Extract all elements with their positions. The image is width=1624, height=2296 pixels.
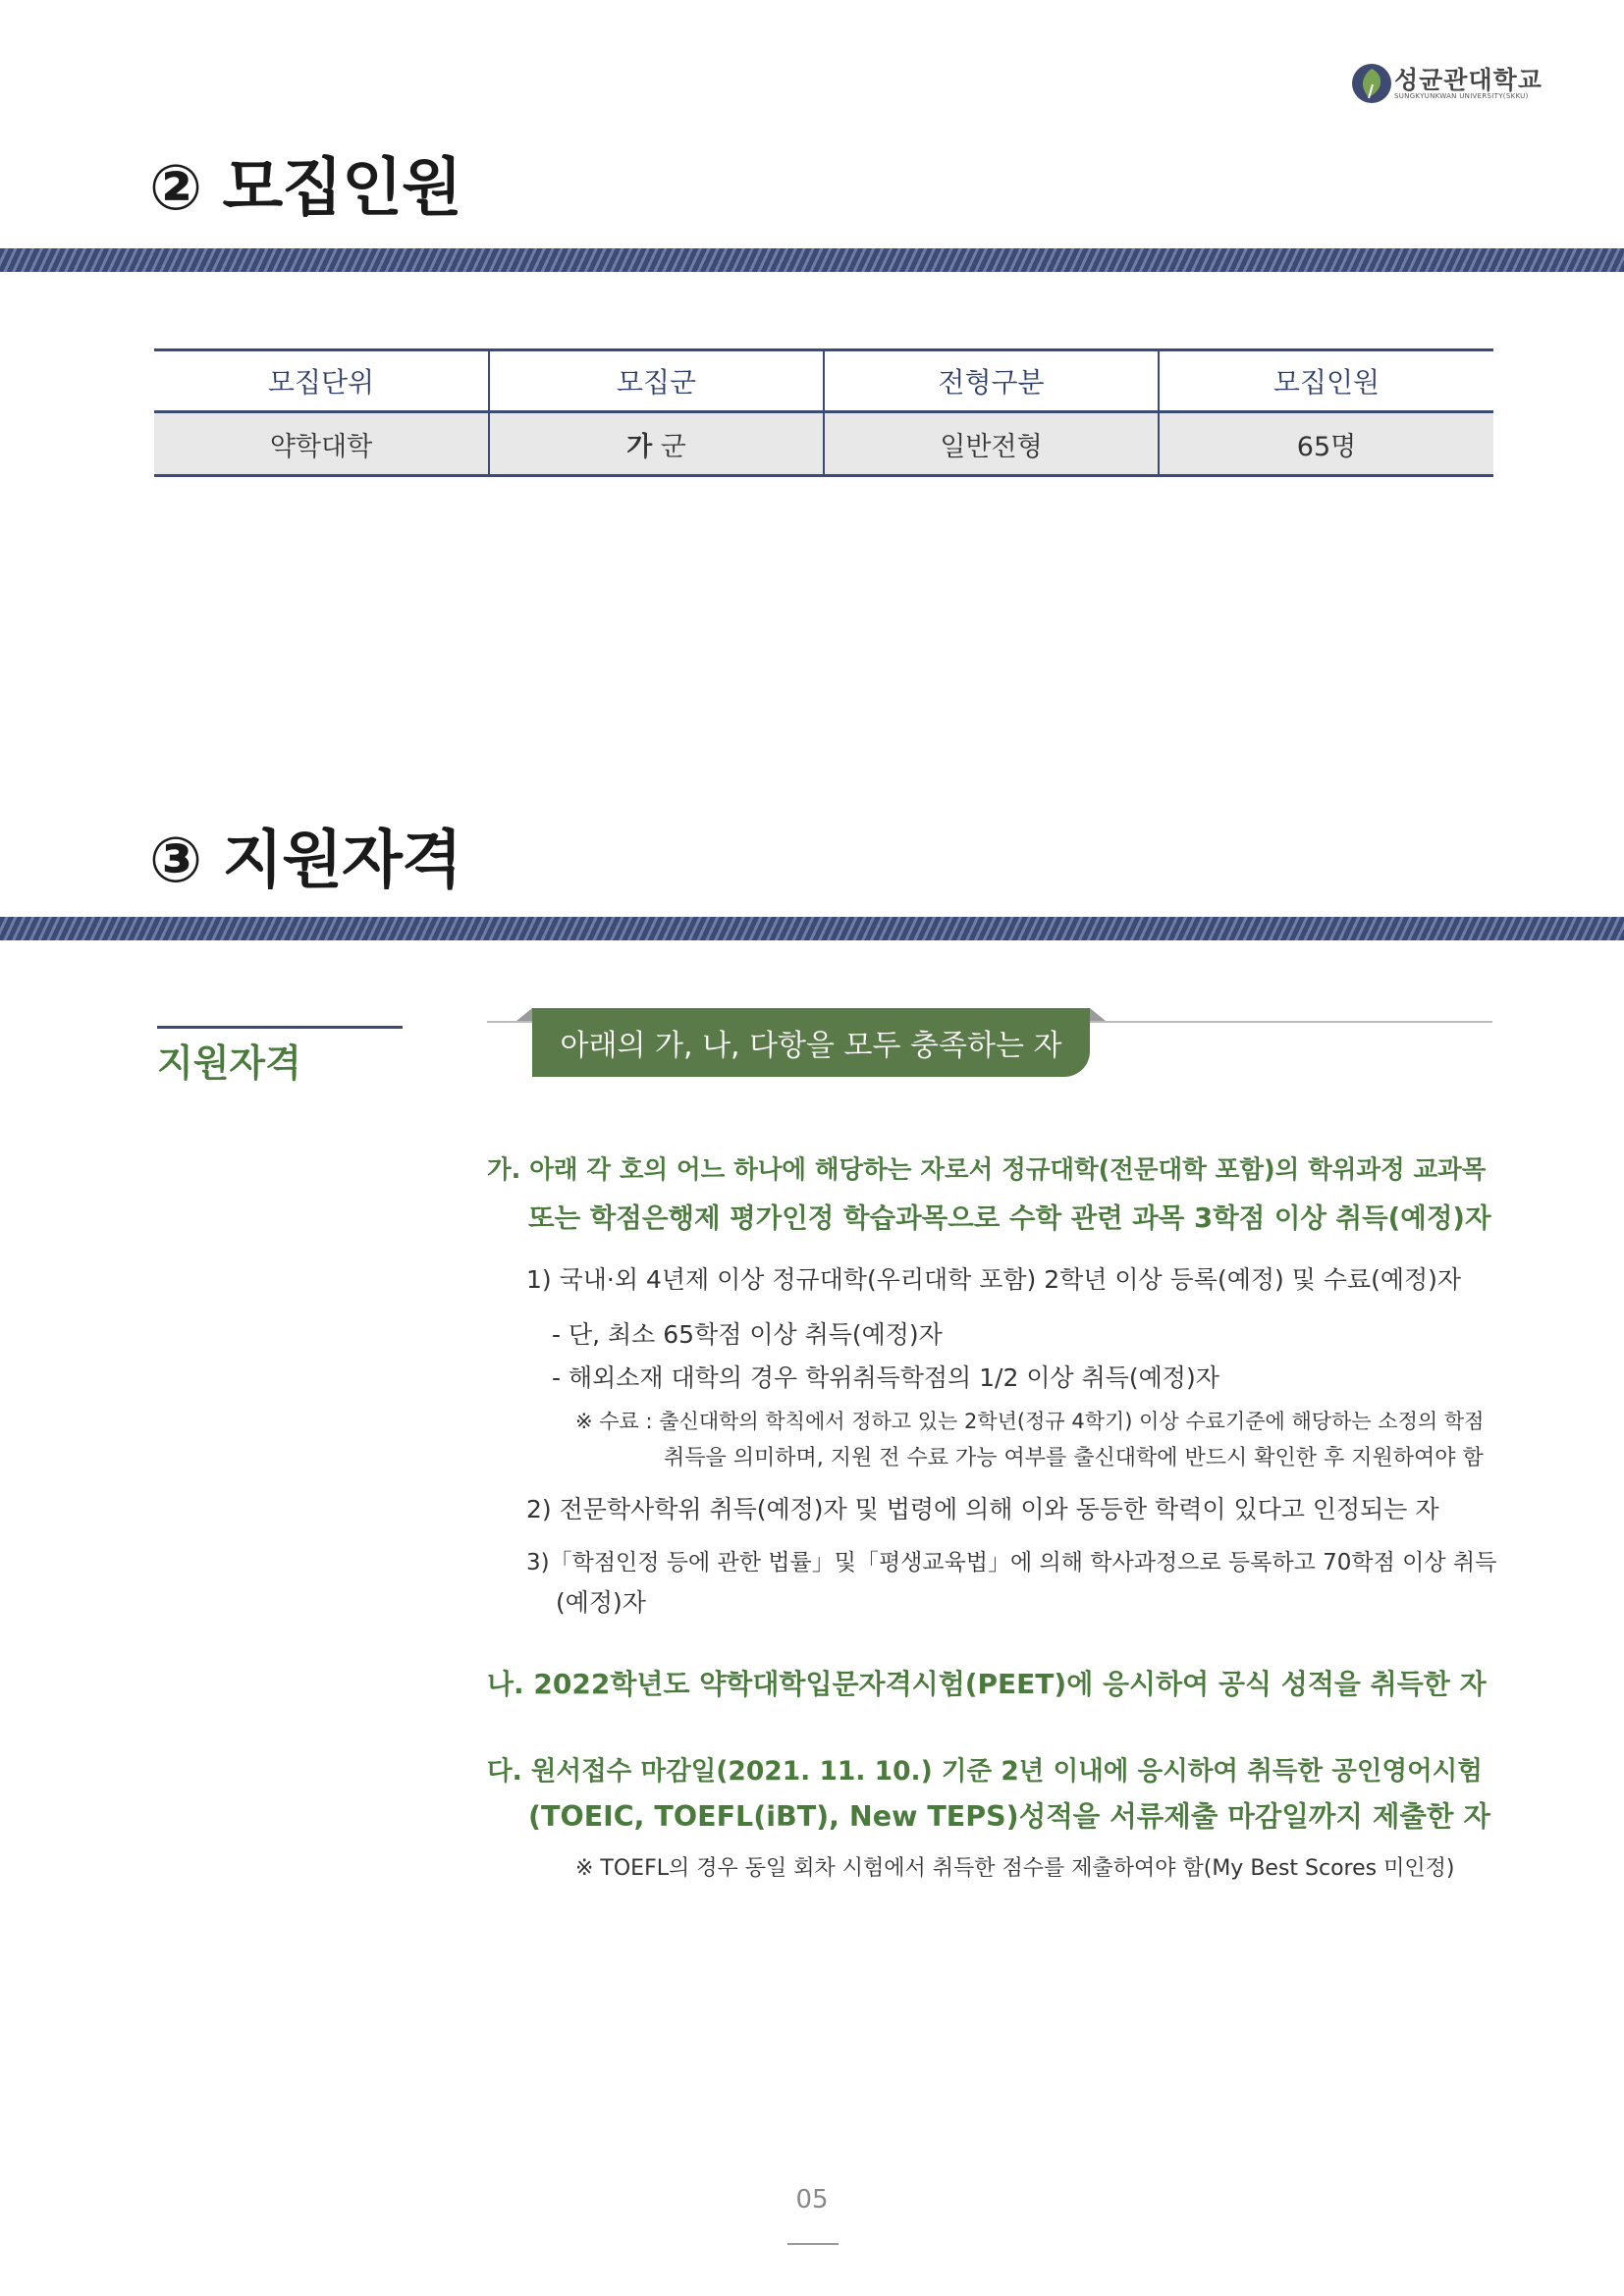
table-cell-unit: 약학대학 bbox=[154, 412, 489, 476]
table-header-cell: 전형구분 bbox=[824, 350, 1159, 412]
university-logo bbox=[1351, 59, 1543, 108]
table-header-cell: 모집군 bbox=[489, 350, 824, 412]
recruitment-table bbox=[154, 348, 1493, 477]
section-divider-band bbox=[0, 917, 1624, 940]
item-ga-sub3-line2: (예정)자 bbox=[556, 1588, 646, 1617]
item-ga-dash1: - 단, 최소 65학점 이상 취득(예정)자 bbox=[552, 1320, 943, 1349]
table-header-cell: 모집단위 bbox=[154, 350, 489, 412]
group-suffix: 군 bbox=[652, 431, 686, 462]
table-row bbox=[154, 412, 1493, 476]
sidebar-rule bbox=[157, 1026, 403, 1029]
item-da-note: ※ TOEFL의 경우 동일 회차 시험에서 취득한 점수를 제출하여야 함(My Best Scores 미인정) bbox=[575, 1856, 1455, 1881]
item-da-heading-line2: (TOEIC, TOEFL(iBT), New TEPS)성적을 서류제출 마감일까지 제출한 자 bbox=[528, 1800, 1490, 1833]
section-title-recruitment: ② 모집인원 bbox=[149, 152, 461, 225]
item-ga-heading-line1: 가. 아래 각 호의 어느 하나에 해당하는 자로서 정규대학(전문대학 포함)의 학위과정 교과목 bbox=[487, 1155, 1487, 1185]
ginkgo-emblem-icon bbox=[1351, 63, 1392, 104]
group-letter: 가 bbox=[626, 431, 653, 462]
item-na-heading: 나. 2022학년도 약학대학입문자격시험(PEET)에 응시하여 공식 성적을 취득한 자 bbox=[487, 1668, 1487, 1700]
item-ga-heading-line2: 또는 학점은행제 평가인정 학습과목으로 수학 관련 과목 3학점 이상 취득(예정)자 bbox=[528, 1202, 1491, 1234]
logo-name: 성균관대학교 bbox=[1394, 66, 1543, 94]
tab-fold-right bbox=[1090, 1008, 1106, 1021]
item-ga-dash2: - 해외소재 대학의 경우 학위취득학점의 1/2 이상 취득(예정)자 bbox=[552, 1363, 1219, 1392]
item-ga-sub3-line1: 3)「학점인정 등에 관한 법률」및「평생교육법」에 의해 학사과정으로 등록하고 70학점 이상 취득 bbox=[526, 1550, 1497, 1575]
criteria-tab: 아래의 가, 나, 다항을 모두 충족하는 자 bbox=[532, 1008, 1090, 1077]
logo-subtitle: SUNGKYUNKWAN UNIVERSITY(SKKU) bbox=[1394, 92, 1529, 100]
table-cell-group bbox=[489, 412, 824, 476]
tab-fold-left bbox=[516, 1008, 532, 1021]
table-header-row bbox=[154, 350, 1493, 412]
item-da-heading-line1: 다. 원서접수 마감일(2021. 11. 10.) 기준 2년 이내에 응시하여 취득한 공인영어시험 bbox=[487, 1756, 1483, 1787]
table-header-cell: 모집인원 bbox=[1159, 350, 1493, 412]
table-cell-type: 일반전형 bbox=[824, 412, 1159, 476]
page-number-rule bbox=[787, 2243, 839, 2245]
section-divider-band bbox=[0, 248, 1624, 272]
item-ga-sub1: 1) 국내·외 4년제 이상 정규대학(우리대학 포함) 2학년 이상 등록(예정) 및 수료(예정)자 bbox=[526, 1265, 1462, 1294]
item-ga-note-line2: 취득을 의미하며, 지원 전 수료 가능 여부를 출신대학에 반드시 확인한 후 지원하여야 함 bbox=[664, 1446, 1484, 1470]
section-title-eligibility: ③ 지원자격 bbox=[149, 825, 461, 897]
item-ga-note-line1: ※ 수료 : 출신대학의 학칙에서 정하고 있는 2학년(정규 4학기) 이상 수료기준에 해당하는 소정의 학점 bbox=[575, 1410, 1485, 1433]
page-number: 05 bbox=[795, 2185, 829, 2215]
sidebar-label: 지원자격 bbox=[157, 1041, 301, 1085]
item-ga-sub2: 2) 전문학사학위 취득(예정)자 및 법령에 의해 이와 동등한 학력이 있다고 인정되는 자 bbox=[526, 1495, 1439, 1523]
table-cell-count: 65명 bbox=[1159, 412, 1493, 476]
